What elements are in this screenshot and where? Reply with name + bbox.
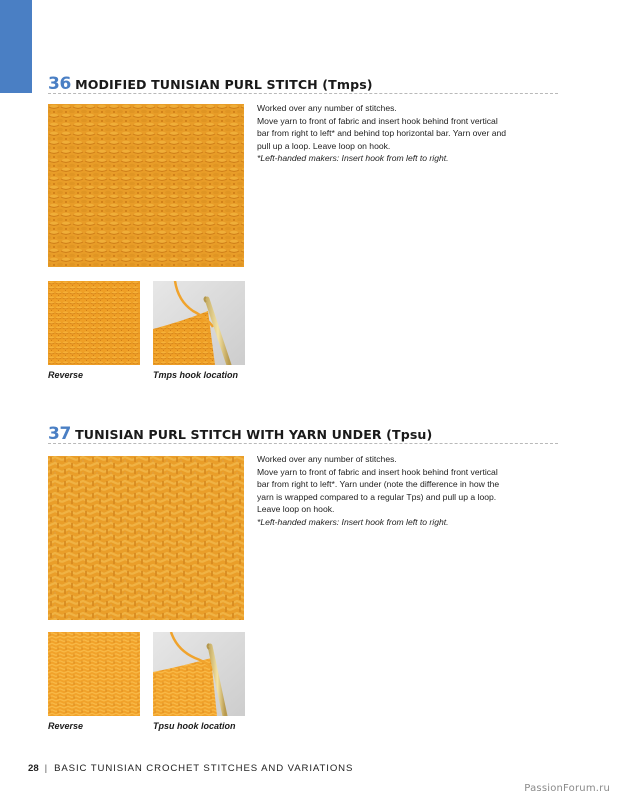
instruction-line: Worked over any number of stitches. xyxy=(257,103,397,113)
hook-location-photo xyxy=(153,632,245,716)
hook-location-caption: Tmps hook location xyxy=(153,370,239,380)
reverse-swatch-photo xyxy=(48,281,140,365)
hook-location-caption: Tpsu hook location xyxy=(153,721,236,731)
page-number: 28 xyxy=(28,763,39,774)
stitch-section-36 xyxy=(48,74,558,380)
section-title: TUNISIAN PURL STITCH WITH YARN UNDER (Tpsu) xyxy=(75,427,433,442)
left-handed-note: *Left-handed makers: Insert hook from left to right. xyxy=(257,516,449,527)
section-number: 36 xyxy=(48,74,72,94)
instruction-line: Move yarn to front of fabric and insert hook behind front vertical bar from right to left* and behind top horizontal bar. Yarn over and pull up a loop. Leave loop on hook. xyxy=(257,115,507,151)
page-footer xyxy=(28,763,353,774)
instruction-line: Worked over any number of stitches. xyxy=(257,454,397,464)
chapter-side-tab xyxy=(0,0,32,93)
reverse-swatch-photo xyxy=(48,632,140,716)
stitch-section-37 xyxy=(48,424,558,731)
heading-divider xyxy=(48,93,558,94)
section-heading xyxy=(48,424,558,444)
section-heading xyxy=(48,74,558,94)
reverse-caption: Reverse xyxy=(48,721,84,731)
heading-divider xyxy=(48,443,558,444)
front-swatch-photo xyxy=(48,104,244,267)
chapter-title: BASIC TUNISIAN CROCHET STITCHES AND VARIATIONS xyxy=(54,763,354,774)
reverse-caption: Reverse xyxy=(48,370,84,380)
stitch-instructions xyxy=(257,102,507,165)
hook-location-photo xyxy=(153,281,245,365)
site-watermark: PassionForum.ru xyxy=(524,783,610,794)
front-swatch-photo xyxy=(48,456,244,620)
stitch-instructions xyxy=(257,453,507,529)
left-handed-note: *Left-handed makers: Insert hook from left to right. xyxy=(257,153,449,164)
instruction-line: Move yarn to front of fabric and insert hook behind front vertical bar from right to left*. Yarn under (note the difference in how the yarn is wrapped compared to a regular Tps) and pull up a loop. Leave loop on hook. xyxy=(257,466,500,515)
footer-separator: | xyxy=(44,763,49,774)
section-title: MODIFIED TUNISIAN PURL STITCH (Tmps) xyxy=(75,77,373,92)
section-number: 37 xyxy=(48,424,72,444)
